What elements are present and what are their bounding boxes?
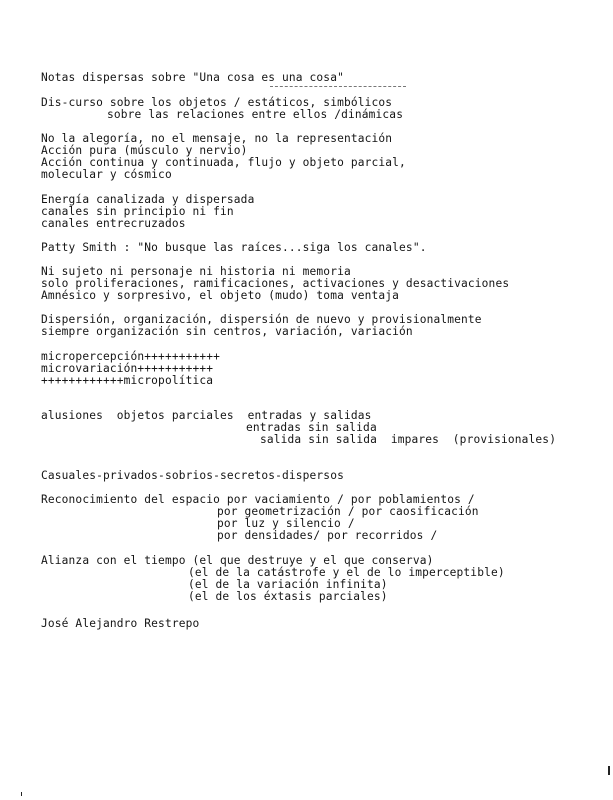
text-line: Reconocimiento del espacio por vaciamiento / por poblamientos / bbox=[41, 493, 475, 506]
text-line: Acción continua y continuada, flujo y objeto parcial, bbox=[41, 156, 406, 169]
text-line: sobre las relaciones entre ellos /dinámicas bbox=[107, 108, 404, 121]
text-line: por densidades/ por recorridos / bbox=[217, 529, 438, 542]
text-line: Energía canalizada y dispersada bbox=[41, 193, 255, 206]
text-line: (el de los éxtasis parciales) bbox=[188, 590, 388, 603]
text-line: Ni sujeto ni personaje ni historia ni memoria bbox=[41, 265, 351, 278]
text-line: Casuales-privados-sobrios-secretos-dispersos bbox=[41, 469, 344, 482]
scan-mark bbox=[21, 792, 22, 796]
text-line: Dis-curso sobre los objetos / estáticos, simbólicos bbox=[41, 96, 393, 109]
text-line: molecular y cósmico bbox=[41, 168, 172, 181]
text-line: alusiones objetos parciales entradas y salidas bbox=[41, 409, 372, 422]
text-line: salida sin salida impares (provisionales) bbox=[260, 433, 557, 446]
text-line: canales entrecruzados bbox=[41, 217, 186, 230]
text-line: Dispersión, organización, dispersión de nuevo y provisionalmente bbox=[41, 313, 482, 326]
text-line: entradas sin salida bbox=[246, 421, 377, 434]
text-line: Alianza con el tiempo (el que destruye y el que conserva) bbox=[41, 554, 434, 567]
text-line: No la alegoría, no el mensaje, no la representación bbox=[41, 132, 393, 145]
text-line: (el de la variación infinita) bbox=[188, 578, 388, 591]
text-line: (el de la catástrofe y el de lo imperceptible) bbox=[188, 566, 505, 579]
text-line: micropercepción+++++++++++ bbox=[41, 350, 221, 363]
signature: José Alejandro Restrepo bbox=[41, 617, 200, 630]
text-line: siempre organización sin centros, variación, variación bbox=[41, 325, 413, 338]
text-line: por geometrización / por caosificación bbox=[217, 505, 479, 518]
text-line: canales sin principio ni fin bbox=[41, 205, 234, 218]
text-line: ++++++++++++micropolítica bbox=[41, 374, 214, 387]
title-underline bbox=[270, 86, 406, 87]
text-line: microvariación+++++++++++ bbox=[41, 362, 214, 375]
text-line: Amnésico y sorpresivo, el objeto (mudo) toma ventaja bbox=[41, 289, 400, 302]
text-line: Acción pura (músculo y nervio) bbox=[41, 144, 248, 157]
document-title: Notas dispersas sobre "Una cosa es una cosa" bbox=[41, 71, 344, 84]
scan-mark bbox=[608, 766, 610, 775]
text-line: solo proliferaciones, ramificaciones, activaciones y desactivaciones bbox=[41, 277, 510, 290]
text-line: Patty Smith : "No busque las raíces...siga los canales". bbox=[41, 241, 427, 254]
text-line: por luz y silencio / bbox=[217, 517, 355, 530]
